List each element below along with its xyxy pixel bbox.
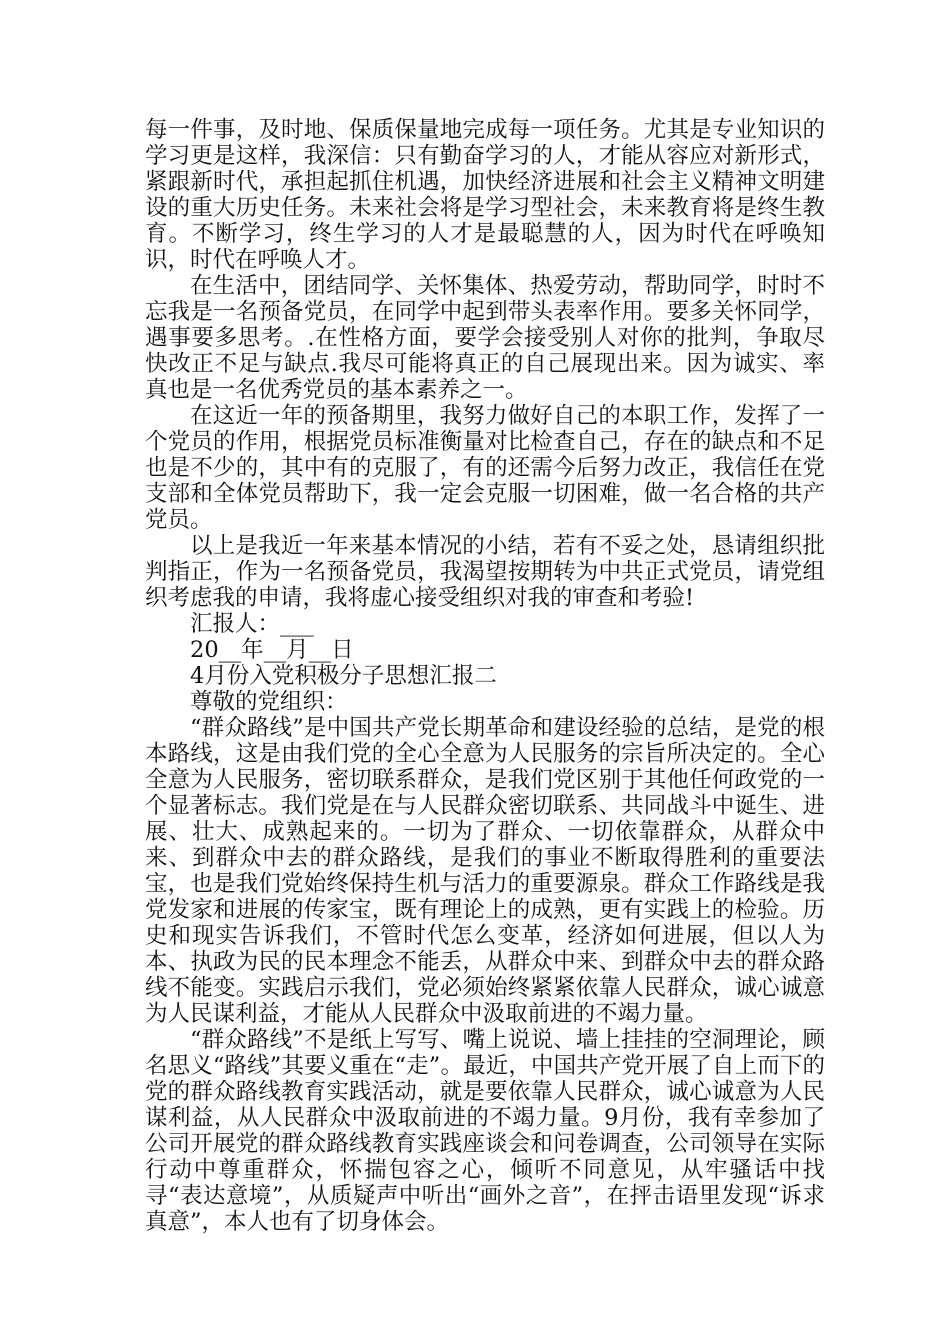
paragraph-6: “群众路线”不是纸上写写、嘴上说说、墙上挂挂的空洞理论，顾名思义“路线”其要义重在“走”。最近，中国共产党开展了自上而下的党的群众路线教育实践活动，就是要依靠人民群众，诚心诚意为人民谋利益，从人民群众中汲取前进的不竭力量。9月份，我有幸参加了公司开展党的群众路线教育实践座谈会和问卷调查，公司领导在实际行动中尊重群众，怀揣包容之心，倾听不同意见，从牢骚话中找寻“表达意境”，从质疑声中听出“画外之音”，在抨击语里发现“诉求真意”，本人也有了切身体会。 — [145, 1027, 825, 1235]
document-page — [145, 117, 825, 1235]
paragraph-2: 在生活中，团结同学、关怀集体、热爱劳动，帮助同学，时时不忘我是一名预备党员，在同学中起到带头表率作用。要多关怀同学，遇事要多思考。.在性格方面，要学会接受别人对你的批判，争取尽快改正不足与缺点.我尽可能将真正的自己展现出来。因为诚实、率真也是一名优秀党员的基本素养之一。 — [145, 273, 825, 403]
paragraph-5: “群众路线”是中国共产党长期革命和建设经验的总结，是党的根本路线，这是由我们党的全心全意为人民服务的宗旨所决定的。全心全意为人民服务，密切联系群众，是我们党区别于其他任何政党的一个显著标志。我们党是在与人民群众密切联系、共同战斗中诞生、进展、壮大、成熟起来的。一切为了群众、一切依靠群众，从群众中来、到群众中去的群众路线，是我们的事业不断取得胜利的重要法宝，也是我们党始终保持生机与活力的重要源泉。群众工作路线是我党发家和进展的传家宝，既有理论上的成熟，更有实践上的检验。历史和现实告诉我们，不管时代怎么变革，经济如何进展，但以人为本、执政为民的民本理念不能丢，从群众中来、到群众中去的群众路线不能变。实践启示我们，党必须始终紧紧依靠人民群众，诚心诚意为人民谋利益，才能从人民群众中汲取前进的不竭力量。 — [145, 715, 825, 1027]
paragraph-1: 每一件事，及时地、保质保量地完成每一项任务。尤其是专业知识的学习更是这样，我深信：只有勤奋学习的人，才能从容应对新形式，紧跟新时代，承担起抓住机遇，加快经济进展和社会主义精神文明建设的重大历史任务。未来社会将是学习型社会，未来教育将是终生教育。不断学习，终生学习的人才是最聪慧的人，因为时代在呼唤知识，时代在呼唤人才。 — [145, 117, 825, 273]
paragraph-4: 以上是我近一年来基本情况的小结，若有不妥之处，恳请组织批判指正，作为一名预备党员，我渴望按期转为中共正式党员，请党组织考虑我的申请，我将虚心接受组织对我的审查和考验! — [145, 533, 825, 611]
date-line: 20__年__月__日 — [190, 637, 354, 663]
salutation: 尊敬的党组织： — [190, 689, 348, 715]
second-report-title: 4月份入党积极分子思想汇报二 — [190, 663, 497, 689]
paragraph-3: 在这近一年的预备期里，我努力做好自己的本职工作，发挥了一个党员的作用，根据党员标准衡量对比检查自己，存在的缺点和不足也是不少的，其中有的克服了，有的还需今后努力改正，我信任在党支部和全体党员帮助下，我一定会克服一切困难，做一名合格的共产党员。 — [145, 403, 825, 533]
reporter-line: 汇报人：___ — [190, 611, 314, 637]
